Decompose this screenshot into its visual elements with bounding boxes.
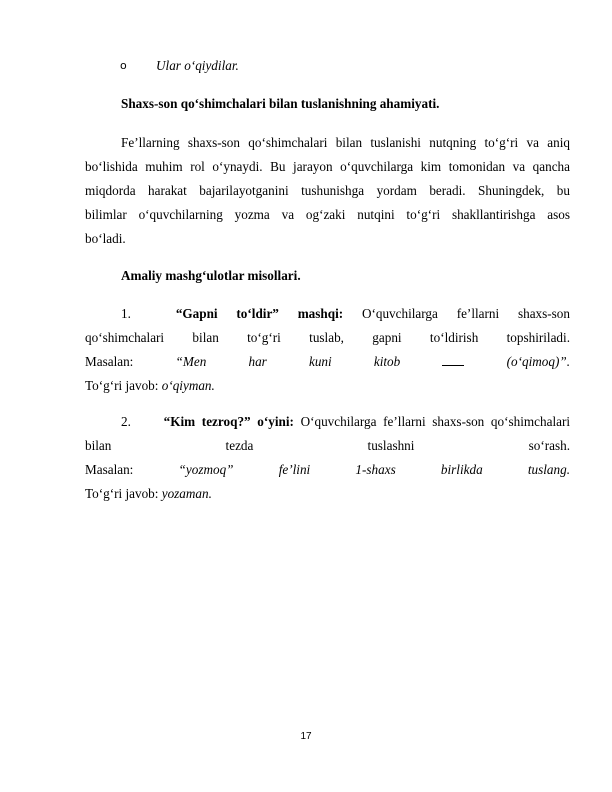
exercise-2-line-1 — [85, 410, 570, 434]
section-heading-exercises: Amaliy mashg‘ulotlar misollari. — [121, 268, 301, 283]
exercise-number: 2. — [121, 414, 131, 429]
exercise-2 — [85, 410, 570, 506]
exercise-title: “Gapni to‘ldir” mashqi: — [175, 306, 344, 321]
example-label: Masalan: — [85, 354, 134, 369]
exercise-1 — [85, 302, 570, 398]
bullet-text: Ular o‘qiydilar. — [156, 58, 239, 73]
answer-label: To‘g‘ri javob: — [85, 378, 159, 393]
exercise-2-answer — [85, 482, 570, 506]
answer-value: yozaman. — [161, 486, 212, 501]
paragraph-importance — [85, 131, 570, 251]
exercise-2-line-2: bilan tezda tuslashni so‘rash. — [85, 438, 570, 453]
page-number: 17 — [300, 731, 312, 742]
example-text: “Men har kuni kitob — [175, 354, 401, 369]
answer-label: To‘g‘ri javob: — [85, 486, 159, 501]
exercise-1-example — [85, 350, 570, 374]
paragraph-line: bo‘lishida muhim rol o‘ynaydi. Bu jarayon o‘quvchilarga kim tomonidan va qancha — [85, 159, 570, 174]
example-label: Masalan: — [85, 462, 134, 477]
exercise-1-answer — [85, 374, 570, 398]
exercise-description: O‘quvchilarga fe’llarni shaxs-son qo‘shimchalari — [300, 414, 571, 429]
example-hint: (o‘qimoq)”. — [506, 354, 570, 369]
answer-value: o‘qiyman. — [161, 378, 215, 393]
paragraph-line: Fe’llarning shaxs-son qo‘shimchalari bilan tuslanishi nutqning to‘g‘ri va aniq — [121, 135, 570, 150]
exercise-1-line-1 — [85, 302, 570, 326]
paragraph-line: bo‘ladi. — [85, 231, 126, 246]
bullet-circle-icon: o — [120, 59, 127, 72]
exercise-description: O‘quvchilarga fe’llarni shaxs-son — [361, 306, 570, 321]
answer-blank — [442, 353, 464, 366]
example-text: “yozmoq” fe’lini 1-shaxs birlikda tuslang. — [178, 462, 570, 477]
paragraph-line: miqdorda harakat bajarilayotganini tushunishga yordam beradi. Shuningdek, bu — [85, 183, 570, 198]
exercise-title: “Kim tezroq?” o‘yini: — [163, 414, 294, 429]
exercise-number: 1. — [121, 306, 131, 321]
exercise-2-example — [85, 458, 570, 482]
paragraph-line: bilimlar o‘quvchilarning yozma va og‘zaki nutqini to‘g‘ri shakllantirishga asos — [85, 207, 570, 222]
exercise-1-line-2: qo‘shimchalari bilan to‘g‘ri tuslab, gapni to‘ldirish topshiriladi. — [85, 330, 570, 345]
section-heading-importance: Shaxs-son qo‘shimchalari bilan tuslanishning ahamiyati. — [121, 96, 440, 111]
